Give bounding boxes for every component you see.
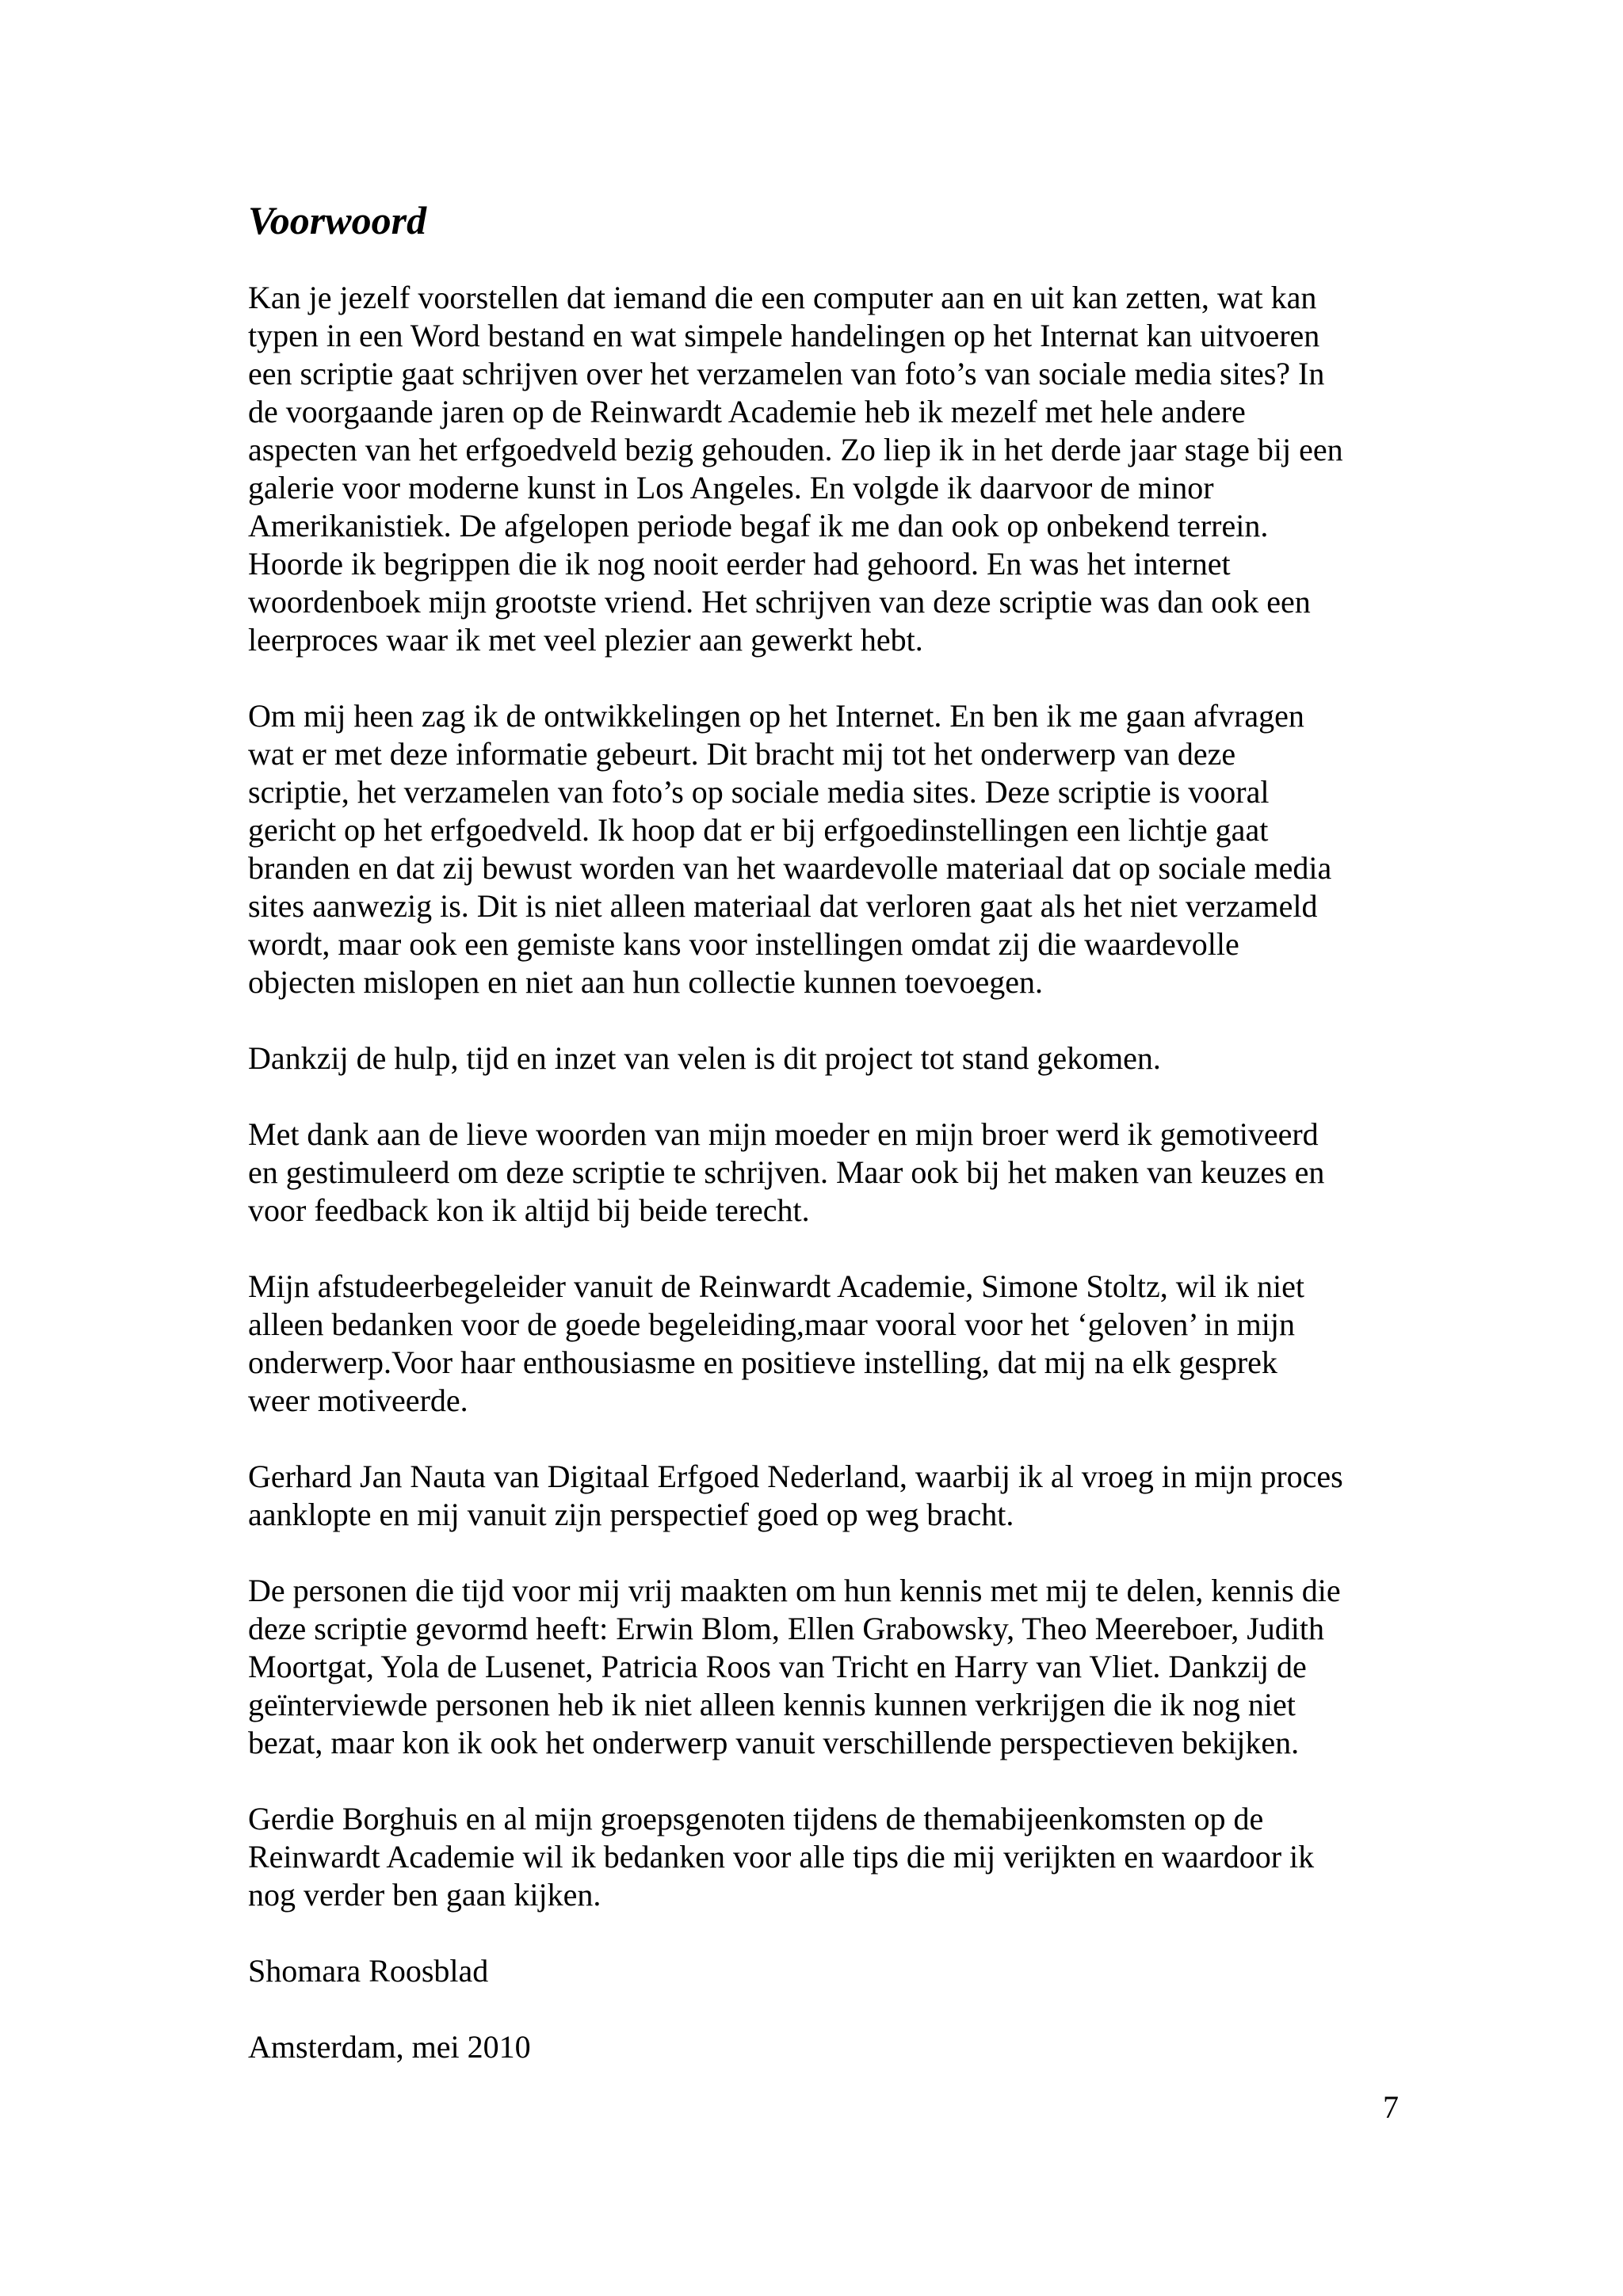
text-line: en gestimuleerd om deze scriptie te schrijven. Maar ook bij het maken van keuzes en <box>248 1154 1325 1190</box>
text-line: Shomara Roosblad <box>248 1953 489 1989</box>
text-line: objecten mislopen en niet aan hun collectie kunnen toevoegen. <box>248 964 1043 1000</box>
text-line: een scriptie gaat schrijven over het verzamelen van foto’s van sociale media sites? In <box>248 356 1325 391</box>
text-line: de voorgaande jaren op de Reinwardt Academie heb ik mezelf met hele andere <box>248 394 1246 429</box>
text-line: bezat, maar kon ik ook het onderwerp vanuit verschillende perspectieven bekijken. <box>248 1725 1300 1760</box>
text-line: Hoorde ik begrippen die ik nog nooit eerder had gehoord. En was het internet <box>248 546 1231 582</box>
text-line: De personen die tijd voor mij vrij maakten om hun kennis met mij te delen, kennis die <box>248 1573 1341 1608</box>
text-line: alleen bedanken voor de goede begeleiding,maar vooral voor het ‘geloven’ in mijn <box>248 1306 1295 1342</box>
text-line: branden en dat zij bewust worden van het waardevolle materiaal dat op sociale media <box>248 850 1332 886</box>
paragraph-thanks-den <box>248 1458 1405 1534</box>
text-line: scriptie, het verzamelen van foto’s op sociale media sites. Deze scriptie is vooral <box>248 774 1270 810</box>
text-line: Reinwardt Academie wil ik bedanken voor alle tips die mij verijkten en waardoor ik <box>248 1839 1315 1875</box>
paragraph-thanks-family <box>248 1116 1405 1230</box>
paragraph-motivation <box>248 697 1405 1001</box>
text-line: deze scriptie gevormd heeft: Erwin Blom, Ellen Grabowsky, Theo Meereboer, Judith <box>248 1611 1325 1646</box>
text-line: aspecten van het erfgoedveld bezig gehouden. Zo liep ik in het derde jaar stage bij een <box>248 432 1343 467</box>
section-heading: Voorwoord <box>248 198 427 242</box>
paragraph-thanks-supervisor <box>248 1268 1405 1420</box>
place-and-date <box>248 2028 1405 2066</box>
text-line: geïnterviewde personen heb ik niet alleen kennis kunnen verkrijgen die ik nog niet <box>248 1687 1296 1722</box>
text-line: voor feedback kon ik altijd bij beide terecht. <box>248 1192 810 1228</box>
text-line: woordenboek mijn grootste vriend. Het schrijven van deze scriptie was dan ook een <box>248 584 1311 620</box>
paragraph-thanks-peers <box>248 1800 1405 1914</box>
text-line: Amsterdam, mei 2010 <box>248 2029 531 2065</box>
text-line: gericht op het erfgoedveld. Ik hoop dat er bij erfgoedinstellingen een lichtje gaat <box>248 812 1269 848</box>
author-name <box>248 1952 1405 1990</box>
text-line: Amerikanistiek. De afgelopen periode begaf ik me dan ook op onbekend terrein. <box>248 508 1269 543</box>
text-line: leerproces waar ik met veel plezier aan gewerkt hebt. <box>248 622 923 658</box>
text-line: onderwerp.Voor haar enthousiasme en positieve instelling, dat mij na elk gesprek <box>248 1344 1277 1380</box>
paragraph-thanks-interviewees <box>248 1572 1405 1762</box>
text-line: wordt, maar ook een gemiste kans voor instellingen omdat zij die waardevolle <box>248 926 1239 962</box>
text-line: Moortgat, Yola de Lusenet, Patricia Roos van Tricht en Harry van Vliet. Dankzij de <box>248 1649 1307 1684</box>
page-content <box>248 195 1405 2104</box>
text-line: typen in een Word bestand en wat simpele handelingen op het Internat kan uitvoeren <box>248 318 1320 353</box>
page-number: 7 <box>1383 2089 1399 2125</box>
text-line: weer motiveerde. <box>248 1383 468 1418</box>
text-line: wat er met deze informatie gebeurt. Dit bracht mij tot het onderwerp van deze <box>248 736 1236 772</box>
text-line: Mijn afstudeerbegeleider vanuit de Reinwardt Academie, Simone Stoltz, wil ik niet <box>248 1268 1304 1304</box>
text-line: Om mij heen zag ik de ontwikkelingen op het Internet. En ben ik me gaan afvragen <box>248 698 1304 734</box>
text-line: Gerhard Jan Nauta van Digitaal Erfgoed Nederland, waarbij ik al vroeg in mijn proces <box>248 1459 1343 1494</box>
text-line: nog verder ben gaan kijken. <box>248 1877 601 1913</box>
paragraph-introduction <box>248 279 1405 659</box>
text-line: Gerdie Borghuis en al mijn groepsgenoten tijdens de themabijeenkomsten op de <box>248 1801 1264 1836</box>
text-line: galerie voor moderne kunst in Los Angeles. En volgde ik daarvoor de minor <box>248 470 1214 505</box>
text-line: Kan je jezelf voorstellen dat iemand die een computer aan en uit kan zetten, wat kan <box>248 280 1317 315</box>
text-line: Dankzij de hulp, tijd en inzet van velen is dit project tot stand gekomen. <box>248 1040 1161 1076</box>
text-line: aanklopte en mij vanuit zijn perspectief goed op weg bracht. <box>248 1497 1014 1532</box>
paragraph-thanks-intro <box>248 1039 1405 1077</box>
text-line: Met dank aan de lieve woorden van mijn moeder en mijn broer werd ik gemotiveerd <box>248 1116 1319 1152</box>
text-line: sites aanwezig is. Dit is niet alleen materiaal dat verloren gaat als het niet verzameld <box>248 888 1318 924</box>
